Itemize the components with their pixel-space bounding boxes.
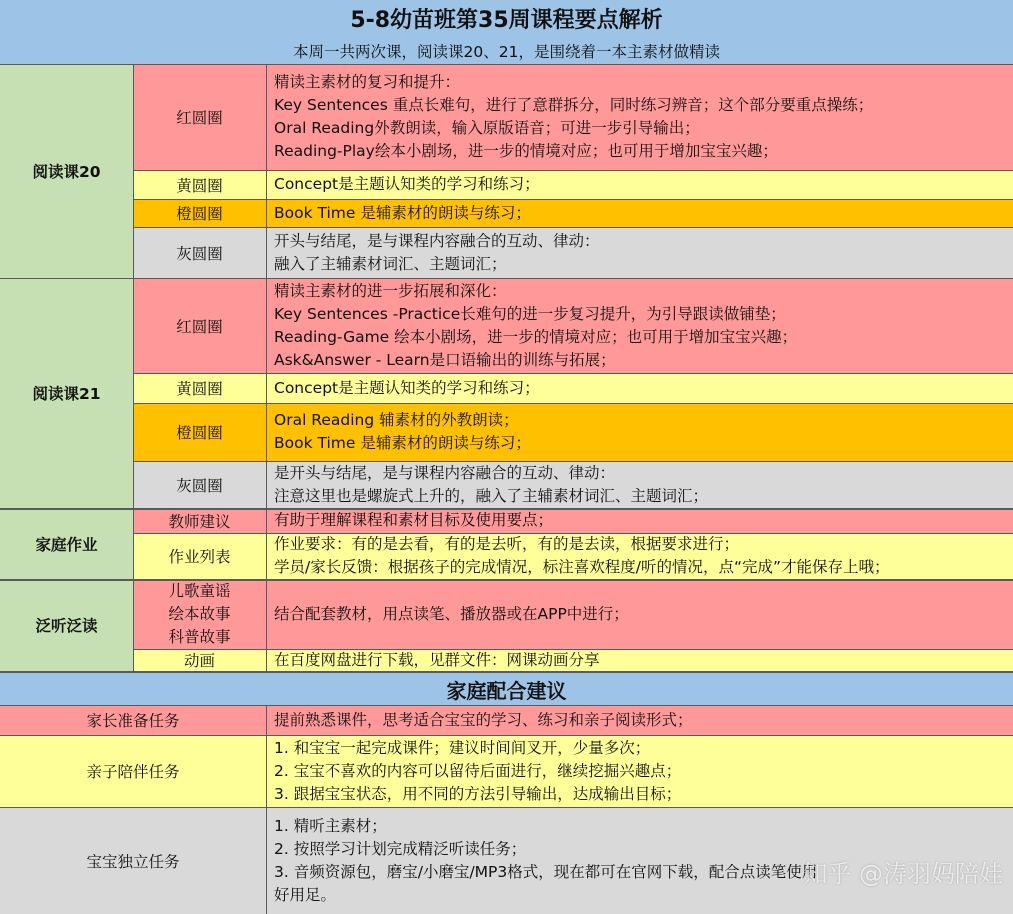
grid-line (133, 170, 1013, 171)
content-line: Oral Reading外教朗读，输入原版语音；可进一步引导输出； (274, 119, 700, 137)
lesson20-yellow-circle-cell (133, 170, 266, 199)
teacher-advice-content (266, 508, 1013, 533)
grid-line (133, 403, 1013, 404)
lesson20-orange-circle-cell (133, 199, 266, 227)
parent-prep-content (266, 705, 1013, 735)
grid-line (133, 533, 1013, 534)
content-line: Oral Reading 辅素材的外教朗读； (274, 411, 519, 429)
content-line: 3. 跟据宝宝状态，用不同的方法引导输出，达成输出目标； (274, 784, 682, 803)
lesson20-label-cell (0, 64, 133, 278)
animation-label: 动画 (183, 652, 215, 670)
lesson21-orange-circle-cell (133, 403, 266, 461)
content-line: Concept是主题认知类的学习和练习； (274, 175, 540, 193)
grid-line (133, 227, 1013, 228)
extensive-types-content (266, 579, 1013, 649)
family-section-title: 家庭配合建议 (446, 678, 567, 703)
content-line: 是开头与结尾，是与课程内容融合的互动、律动： (274, 463, 616, 482)
lesson20-yellow-content (266, 170, 1013, 199)
content-line: 2. 宝宝不喜欢的内容可以留待后面进行，继续挖掘兴趣点； (274, 761, 682, 780)
grid-line (0, 508, 1013, 510)
homework-label-cell (0, 508, 133, 579)
content-line: 作业要求：有的是去看，有的是去听，有的是去读，根据要求进行； (274, 535, 740, 553)
lesson20-red-content (266, 64, 1013, 170)
grid-line (133, 461, 1013, 462)
homework-label: 家庭作业 (35, 535, 98, 554)
extensive-types-cell (133, 579, 266, 649)
child-independent-label: 宝宝独立任务 (86, 852, 180, 871)
yellow-circle-label: 黄圆圈 (176, 380, 223, 398)
grid-line (133, 373, 1013, 374)
gray-circle-label: 灰圆圈 (176, 476, 223, 495)
content-line: Concept是主题认知类的学习和练习； (274, 378, 540, 397)
homework-list-content (266, 533, 1013, 579)
gray-circle-label: 灰圆圈 (176, 244, 223, 263)
grid-line (266, 705, 267, 914)
child-independent-cell (0, 807, 266, 914)
grid-line (0, 735, 1013, 736)
content-line: 好用足。 (274, 885, 337, 904)
animation-content (266, 649, 1013, 671)
orange-circle-label: 橙圆圈 (176, 424, 223, 442)
yellow-circle-label: 黄圆圈 (176, 176, 223, 195)
page-title: 5-8幼苗班第35周课程要点解析 (350, 8, 663, 33)
lesson21-gray-circle-cell (133, 461, 266, 508)
grid-line (133, 64, 134, 671)
lesson21-gray-content (266, 461, 1013, 508)
grid-line (133, 199, 1013, 200)
parent-child-cell (0, 735, 266, 807)
lesson21-label-cell (0, 278, 133, 508)
parent-child-label: 亲子陪伴任务 (86, 763, 180, 781)
grid-line (133, 649, 1013, 650)
content-line: 1. 精听主素材； (274, 816, 387, 835)
content-line: Reading-Play绘本小剧场，进一步的情境对应；也可用于增加宝宝兴趣； (274, 142, 778, 160)
content-line: 提前熟悉课件，思考适合宝宝的学习、练习和亲子阅读形式； (274, 710, 693, 729)
type-nursery-rhymes: 儿歌童谣 (168, 581, 231, 600)
teacher-advice-cell (133, 508, 266, 533)
lesson21-label: 阅读课21 (32, 385, 101, 403)
content-line: Key Sentences -Practice长难句的进一步复习提升，为引导跟读做铺垫； (274, 304, 786, 323)
content-line: 精读主素材的复习和提升： (274, 73, 461, 91)
child-independent-content (266, 807, 1013, 914)
lesson20-gray-content (266, 227, 1013, 278)
content-line: Book Time 是辅素材的朗读与练习； (274, 203, 531, 222)
extensive-label: 泛听泛读 (35, 617, 98, 635)
content-line: 在百度网盘进行下载，见群文件：网课动画分享 (274, 650, 600, 669)
content-line: 精读主素材的进一步拓展和深化： (274, 281, 507, 300)
content-line: 有助于理解课程和素材目标及使用要点； (274, 511, 554, 529)
parent-prep-cell (0, 705, 266, 735)
grid-line (0, 64, 1013, 65)
orange-circle-label: 橙圆圈 (176, 205, 223, 223)
content-line: 融入了主辅素材词汇、主题词汇； (274, 254, 507, 273)
lesson20-red-circle-cell (133, 64, 266, 170)
grid-line (0, 671, 1013, 673)
content-line: 开头与结尾，是与课程内容融合的互动、律动： (274, 231, 600, 250)
lesson21-yellow-content (266, 373, 1013, 403)
grid-line (0, 579, 1013, 581)
lesson20-orange-content (266, 199, 1013, 227)
content-line: Key Sentences 重点长难句，进行了意群拆分，同时练习辨音；这个部分要重点操练； (274, 96, 874, 114)
lesson20-gray-circle-cell (133, 227, 266, 278)
header-title-cell (0, 0, 1013, 37)
content-line: 2. 按照学习计划完成精泛听读任务； (274, 839, 527, 858)
content-line: 3. 音频资源包，磨宝/小磨宝/MP3格式，现在都可在官网下载，配合点读笔使用 (274, 862, 818, 881)
content-line: 1. 和宝宝一起完成课件；建议时间间叉开，少量多次； (274, 738, 651, 757)
grid-line (266, 64, 267, 671)
grid-line (0, 807, 1013, 808)
type-picture-stories: 绘本故事 (168, 604, 231, 623)
content-line: 注意这里也是螺旋式上升的，融入了主辅素材词汇、主题词汇； (274, 486, 709, 505)
content-line: Ask&Answer - Learn是口语输出的训练与拓展； (274, 350, 616, 369)
page-subtitle: 本周一共两次课，阅读课20、21，是围绕着一本主素材做精读 (293, 42, 720, 61)
lesson21-orange-content (266, 403, 1013, 461)
family-section-header (0, 673, 1013, 705)
lesson21-yellow-circle-cell (133, 373, 266, 403)
lesson21-red-content (266, 278, 1013, 373)
content-line: 学员/家长反馈：根据孩子的完成情况，标注喜欢程度/听的情况，点“完成”才能保存上哦； (274, 558, 890, 576)
content-line: Reading-Game 绘本小剧场，进一步的情境对应；也可用于增加宝宝兴趣； (274, 327, 798, 346)
teacher-advice-label: 教师建议 (168, 512, 231, 531)
parent-child-content (266, 735, 1013, 807)
red-circle-label: 红圆圈 (176, 317, 223, 336)
content-line: 结合配套教材，用点读笔、播放器或在APP中进行； (274, 604, 629, 623)
animation-cell (133, 649, 266, 671)
content-line: Book Time 是辅素材的朗读与练习； (274, 434, 531, 452)
homework-list-label: 作业列表 (168, 548, 231, 566)
watermark-text: 知乎 @涛羽妈陪娃 (803, 860, 1003, 888)
lesson20-label: 阅读课20 (32, 163, 101, 181)
grid-line (0, 705, 1013, 706)
grid-line (0, 278, 1013, 279)
homework-list-cell (133, 533, 266, 579)
lesson21-red-circle-cell (133, 278, 266, 373)
header-subtitle-cell (0, 37, 1013, 64)
extensive-label-cell (0, 579, 133, 671)
type-science-stories: 科普故事 (168, 627, 231, 646)
parent-prep-label: 家长准备任务 (86, 712, 180, 730)
red-circle-label: 红圆圈 (176, 109, 223, 127)
